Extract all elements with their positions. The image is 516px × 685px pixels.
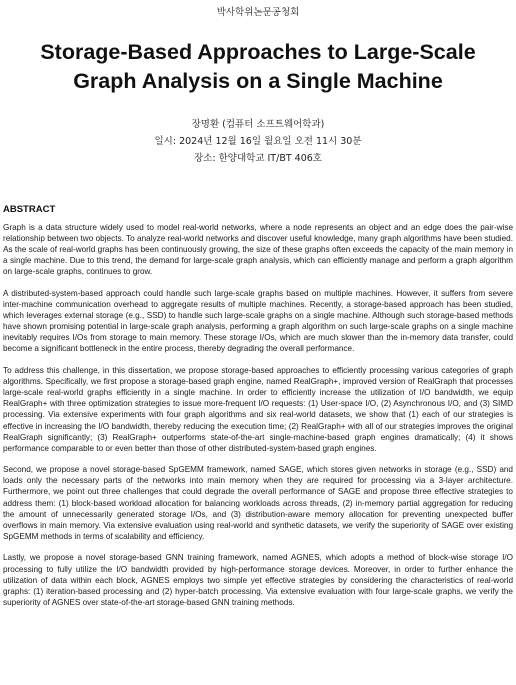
abstract-paragraph-2: A distributed-system-based approach could handle such large-scale graphs based on multiple machines. However, it suffers from severe inter-machine communication overhead to aggregate results of multiple machines. Recently, a storage-based approach has been studied, which leverages external storage (e.g., SSD) to handle such large-scale graphs on a single machine. Although such storage-based methods have shown promising potential in large-scale graph analysis, performing a graph algorithm on such large-scale graphs on a single machine inevitably requires I/Os from storage to main memory. These storage I/Os, which are much slower than the in-memory data transfer, could become a significant bottleneck in the entire process, thereby degrading the overall performance. [3,288,513,354]
abstract-heading: ABSTRACT [3,204,56,215]
abstract-paragraph-3: To address this challenge, in this dissertation, we propose storage-based approaches to efficiently processing various categories of graph algorithms. Specifically, we first propose a storage-based graph engine, named RealGraph+, improved version of RealGraph that processes large-scale real-world graphs efficiently in a single machine. In order to efficiently increase the utilization of I/O bandwidth, we equip RealGraph+ with three optimization strategies to issue more-frequent I/O requests: (1) User-space I/O, (2) Asynchronous I/O, and (3) SIMD processing. Via extensive experiments with four graph algorithms and six real-world datasets, we show that (1) each of our strategies is effective in increasing the I/O bandwidth, thereby reducing the execution time; (2) RealGraph+ with all of our strategies improves the original RealGraph significantly; (3) RealGraph+ outperforms state-of-the-art single-machine-based graph engines dramatically; (4) it shows performance comparable to or even better than those of other distributed-system-based graph engines. [3,366,513,453]
document-title [20,38,496,96]
datetime-line: 일시: 2024년 12월 16일 월요일 오전 11시 30분 [154,136,362,147]
title-line-1: Storage-Based Approaches to Large-Scale [40,40,476,64]
abstract-paragraph-5: Lastly, we propose a novel storage-based GNN training framework, named AGNES, which adopts a method of block-wise storage I/O processing to fully utilize the I/O bandwidth provided by high-performance storage devices. Moreover, in order to further enhance the utilization of data within each block, AGNES employs two simple yet effective strategies by considering the characteristics of real-world graphs: (1) iteration-based processing and (2) hyper-batch processing. Via extensive evaluation with four large-scale graphs, we verify the superiority of AGNES over state-of-the-art storage-based GNN training methods. [3,553,513,607]
header-note: 박사학위논문공청회 [216,7,300,18]
venue-line: 장소: 한양대학교 IT/BT 406호 [194,153,322,164]
author-line: 장명환 (컴퓨터 소프트웨어학과) [191,119,325,130]
abstract-paragraph-4: Second, we propose a novel storage-based SpGEMM framework, named SAGE, which stores given networks in storage (e.g., SSD) and loads only the necessary parts of the networks into main memory when they are required for processing via a 3-layer architecture. Furthermore, we point out three challenges that could degrade the overall performance of SAGE and propose three effective strategies to address them: (1) block-based workload allocation for balancing workloads across threads, (2) in-memory partial aggregation for reducing the amount of unnecessarily generated storage I/Os, and (3) distribution-aware memory allocation for preventing unexpected buffer overflows in main memory. Via extensive evaluation using real-world and synthetic datasets, we verify the superiority of SAGE over existing SpGEMM methods in terms of scalability and efficiency. [3,465,513,541]
abstract-body [3,222,513,618]
abstract-paragraph-1: Graph is a data structure widely used to model real-world networks, where a node represents an object and an edge does the pair-wise relationship between two objects. To analyze real-world networks and discover useful knowledge, many graph algorithms have been studied. As the scale of real-world graphs has been continuously growing, the size of these graphs often exceeds the capacity of the main memory in a single machine. Due to this trend, the demand for large-scale graph analysis, which can efficiently manage and perform a graph algorithm on large-scale graphs, continues to grow. [3,223,513,277]
title-line-2: Graph Analysis on a Single Machine [73,69,443,93]
